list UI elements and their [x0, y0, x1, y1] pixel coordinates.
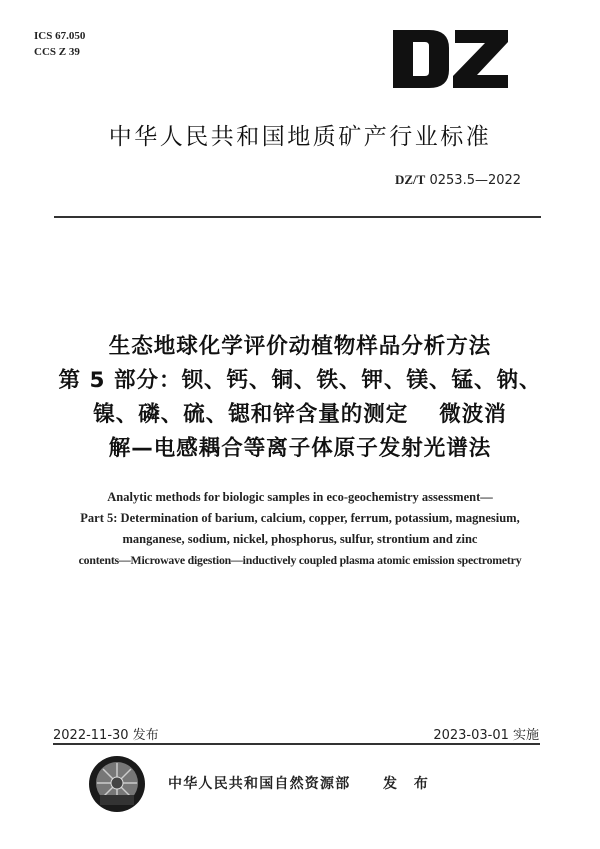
title-zh-line: 解—电感耦合等离子体原子发射光谱法: [108, 436, 492, 461]
title-chinese: [0, 330, 600, 466]
title-zh-line: 镍、磷、硫、锶和锌含量的测定 微波消: [93, 402, 507, 427]
title-en-line: manganese, sodium, nickel, phosphorus, sulfur, strontium and zinc: [122, 532, 478, 546]
implementation-date: 2023-03-01 实施: [433, 728, 539, 743]
title-english: [20, 487, 580, 571]
ccs-code: CCS Z 39: [34, 46, 80, 58]
standard-number-prefix: DZ/T: [395, 172, 426, 187]
dz-logo-icon: [391, 28, 511, 90]
issue-label: 发 布: [383, 776, 434, 792]
title-en-line: Part 5: Determination of barium, calcium, copper, ferrum, potassium, magnesium,: [80, 511, 520, 525]
standard-number: [395, 172, 521, 188]
date-rule: [53, 743, 540, 745]
issuing-authority: 中华人民共和国自然资源部: [168, 776, 351, 792]
ics-code: ICS 67.050: [34, 30, 86, 42]
title-en-line: Analytic methods for biologic samples in eco-geochemistry assessment—: [107, 490, 493, 504]
header-rule: [54, 216, 541, 218]
title-zh-line: 生态地球化学评价动植物样品分析方法: [108, 334, 492, 359]
standard-number-value: 0253.5—2022: [429, 173, 522, 188]
national-emblem-icon: [88, 755, 146, 813]
title-zh-line: 第 5 部分：钡、钙、铜、铁、钾、镁、锰、钠、: [58, 368, 542, 393]
issue-date: 2022-11-30 发布: [53, 728, 159, 743]
standard-organization: 中华人民共和国地质矿产行业标准: [108, 124, 492, 150]
title-en-line: contents—Microwave digestion—inductively coupled plasma atomic emission spectrometry: [78, 553, 522, 567]
